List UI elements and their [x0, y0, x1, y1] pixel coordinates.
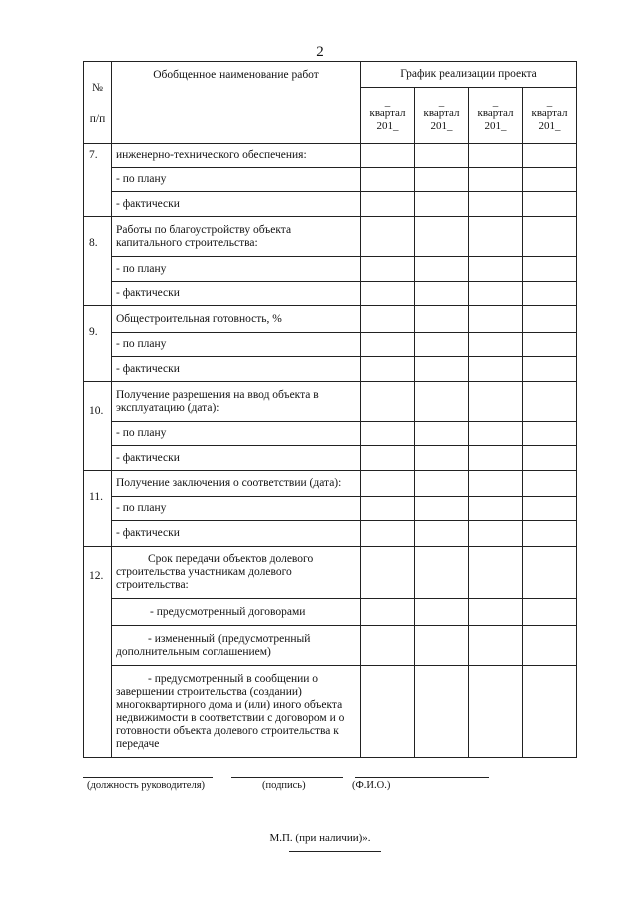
sign-line — [231, 777, 343, 778]
row-contract: - предусмотренный договорами — [112, 599, 361, 626]
table-row — [84, 144, 577, 168]
table-row — [84, 497, 577, 521]
table-row — [84, 446, 577, 471]
table-row — [84, 168, 577, 192]
table-row — [84, 666, 577, 758]
table-row — [84, 599, 577, 626]
row-number: 12. — [84, 547, 112, 758]
row-title: инженерно-технического обеспечения: — [112, 144, 361, 168]
header-quarter-2: _ квартал 201_ — [415, 88, 469, 144]
row-title: Получение заключения о соответствии (дата): — [112, 471, 361, 497]
row-fact: - фактически — [112, 282, 361, 306]
row-title: Получение разрешения на ввод объекта в эксплуатацию (дата): — [112, 382, 361, 422]
table-row — [84, 282, 577, 306]
schedule-table — [83, 61, 577, 758]
row-changed: - измененный (предусмотренный дополнительным соглашением) — [112, 626, 361, 666]
row-title: Срок передачи объектов долевого строительства участникам долевого строительства: — [112, 547, 361, 599]
table-row — [84, 257, 577, 282]
signature-sign-label: (подпись) — [262, 780, 306, 791]
table-row — [84, 382, 577, 422]
page-number: 2 — [316, 44, 324, 60]
header-quarter-1: _ квартал 201_ — [361, 88, 415, 144]
row-fact: - фактически — [112, 357, 361, 382]
row-plan: - по плану — [112, 168, 361, 192]
row-fact: - фактически — [112, 521, 361, 547]
row-fact: - фактически — [112, 192, 361, 217]
row-title: Общестроительная готовность, % — [112, 306, 361, 333]
header-quarter-3: _ квартал 201_ — [469, 88, 523, 144]
table-row — [84, 626, 577, 666]
row-notice: - предусмотренный в сообщении о завершении строительства (создании) многоквартирного дома и (или) иного объекта недвижимости в соответствии с договором и о готовности объекта долевого строительства к передаче — [112, 666, 361, 758]
header-schedule-cell: График реализации проекта — [361, 62, 577, 88]
closing-rule — [289, 851, 381, 852]
row-plan: - по плану — [112, 333, 361, 357]
fio-line — [355, 777, 489, 778]
header-num-sub: п/п — [89, 113, 106, 125]
row-number: 7. — [84, 144, 112, 217]
row-title: Работы по благоустройству объекта капитального строительства: — [112, 217, 361, 257]
table-row — [84, 333, 577, 357]
row-plan: - по плану — [112, 497, 361, 521]
header-quarter-4: _ квартал 201_ — [523, 88, 577, 144]
table-row — [84, 357, 577, 382]
header-name-cell: Обобщенное наименование работ — [112, 62, 361, 144]
row-plan: - по плану — [112, 422, 361, 446]
row-number: 11. — [84, 471, 112, 547]
header-num-cell — [84, 62, 112, 144]
header-num-label: № — [92, 82, 103, 94]
table-row — [84, 192, 577, 217]
row-number: 10. — [84, 382, 112, 471]
signature-position-label: (должность руководителя) — [87, 780, 206, 791]
row-fact: - фактически — [112, 446, 361, 471]
table-row — [84, 547, 577, 599]
table-row — [84, 306, 577, 333]
row-number: 8. — [84, 217, 112, 306]
table-row — [84, 521, 577, 547]
row-number: 9. — [84, 306, 112, 382]
signature-fio-label: (Ф.И.О.) — [352, 780, 391, 791]
position-line — [83, 777, 213, 778]
table-row — [84, 471, 577, 497]
table-row — [84, 217, 577, 257]
signature-block — [83, 768, 503, 791]
stamp-note: М.П. (при наличии)». — [269, 832, 371, 844]
row-plan: - по плану — [112, 257, 361, 282]
table-row — [84, 422, 577, 446]
